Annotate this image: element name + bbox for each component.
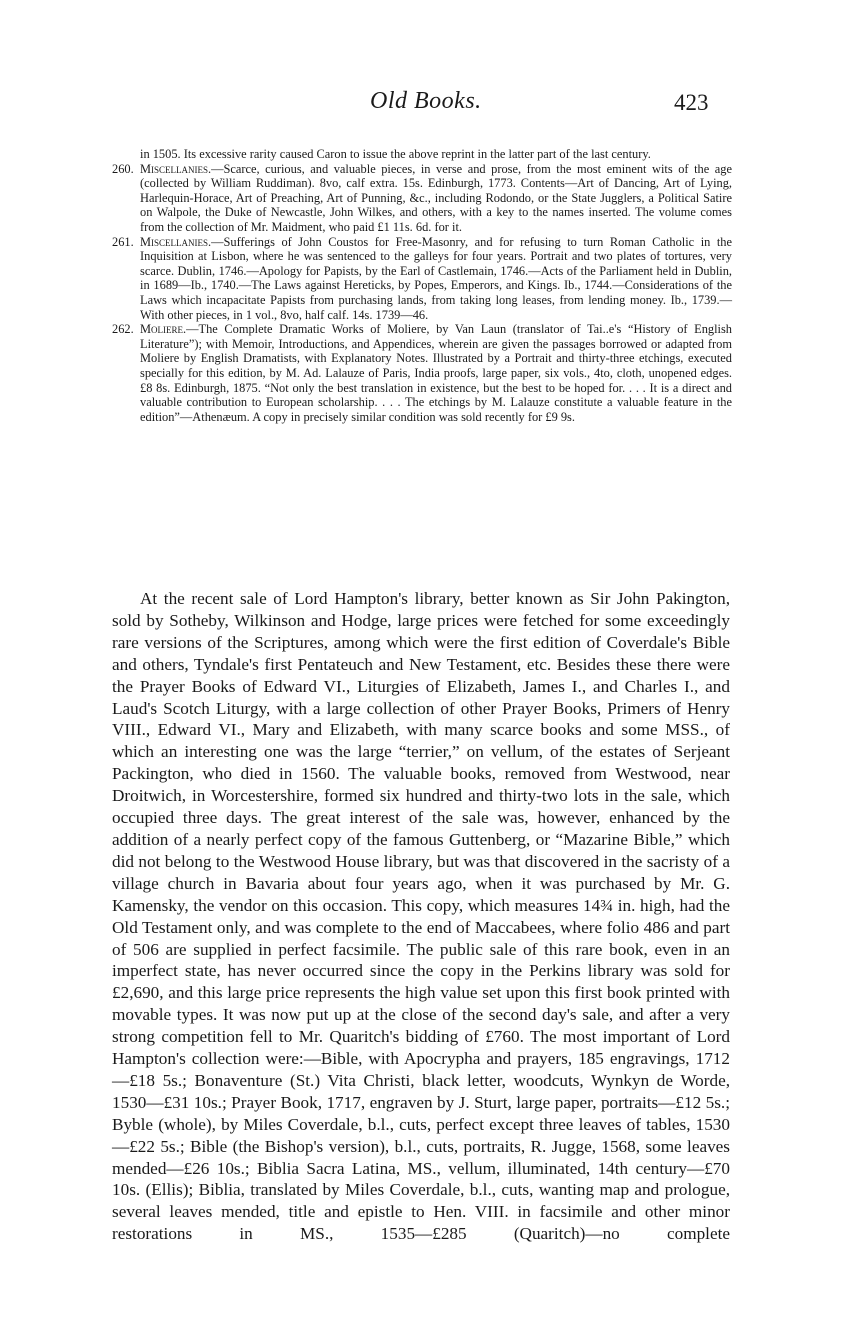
entry-number: 262. xyxy=(112,322,134,337)
entry-number: 261. xyxy=(112,234,134,249)
page-header xyxy=(0,88,843,128)
main-article xyxy=(112,588,730,1245)
entry-text: —Scarce, curious, and valuable pieces, in verse and prose, from the most eminent wits of the age (collected by William Ruddiman). 8vo, calf extra. 15s. Edinburgh, 1773. Contents—Art of Dancing, Art of Lying, Harlequin-Horace, Art of Preaching, Art of Punning, &c., including Rodondo, or the State Jugglers, a Political Satire on Walpole, the Duke of Newcastle, John Wilkes, and others, with a key to the names inserted. The volume comes from the collection of Mr. Maidment, who paid £1 11s. 6d. for it. xyxy=(140,161,732,234)
continued-entry-text: in 1505. Its excessive rarity caused Caron to issue the above reprint in the latter part of the last century. xyxy=(140,147,651,161)
entry-heading: Miscellanies. xyxy=(140,161,212,176)
catalogue-entry xyxy=(112,162,732,235)
entry-text: —Sufferings of John Coustos for Free-Masonry, and for refusing to turn Roman Catholic in the Inquisition at Lisbon, where he was sentenced to the galleys for four years. Portrait and two plates of tortures, very scarce. Dublin, 1746.—Apology for Papists, by the Earl of Castlemain, 1746.—Acts of the Parliament held in Dublin, in 1689—Ib., 1740.—The Laws against Hereticks, by Popes, Emperors, and Kings. Ib., 1744.—Considerations of the Laws which incapacitate Papists from purchasing lands, from taking long leases, from lending money. Ib., 1739.—With other pieces, in 1 vol., 8vo, half calf. 14s. 1739—46. xyxy=(140,234,732,322)
running-title: Old Books. xyxy=(370,88,482,114)
entry-number: 260. xyxy=(112,161,134,176)
entry-text: —The Complete Dramatic Works of Moliere, by Van Laun (translator of Tai..e's “History of English Literature”); with Memoir, Introductions, and Appendices, wherein are given the passages borrowed or adapted from Moliere by English Dramatists, with Explanatory Notes. Illustrated by a Portrait and thirty-three etchings, executed specially for this edition, by M. Ad. Lalauze of Paris, India proofs, large paper, six vols., 4to, cloth, unopened edges. £8 8s. Edinburgh, 1875. “Not only the best translation in existence, but the best to be hoped for. . . . It is a direct and valuable contribution to European scholarship. . . . The etchings by M. Lalauze constitute a valuable feature in the edition”—Athenæum. A copy in precisely similar condition was sold recently for £9 9s. xyxy=(140,322,732,424)
entry-heading: Miscellanies. xyxy=(140,234,212,249)
catalogue-entry xyxy=(112,235,732,323)
body-paragraph: At the recent sale of Lord Hampton's library, better known as Sir John Pakington, sold by Sotheby, Wilkinson and Hodge, large prices were fetched for some exceedingly rare versions of the Scriptures, among which were the first edition of Coverdale's Bible and others, Tyndale's first Pentateuch and New Testament, etc. Besides these there were the Prayer Books of Edward VI., Liturgies of Elizabeth, James I., and Charles I., and Laud's Scotch Liturgy, with a large collection of other Prayer Books, Primers of Henry VIII., Edward VI., Mary and Elizabeth, with many scarce books and some MSS., of which an interesting one was the large “terrier,” on vellum, of the estates of Serjeant Packington, who died in 1560. The valuable books, removed from Westwood, near Droitwich, in Worcestershire, formed six hundred and thirty-two lots in the sale, which occupied three days. The great interest of the sale was, however, enhanced by the addition of a nearly perfect copy of the famous Guttenberg, or “Mazarine Bible,” which did not belong to the Westwood House library, but was that discovered in the sacristy of a village church in Bavaria about four years ago, when it was purchased by Mr. G. Kamensky, the vendor on this occasion. This copy, which measures 14¾ in. high, had the Old Testament only, and was complete to the end of Maccabees, where folio 486 and part of 506 are supplied in perfect facsimile. The public sale of this rare book, even in an imperfect state, has never occurred since the copy in the Perkins library was sold for £2,690, and this large price represents the high value set upon this first book printed with movable types. It was now put up at the close of the second day's sale, and after a very strong competition fell to Mr. Quaritch's bidding of £760. The most important of Lord Hampton's collection were:—Bible, with Apocrypha and prayers, 185 engravings, 1712—£18 5s.; Bonaventure (St.) Vita Christi, black letter, woodcuts, Wynkyn de Worde, 1530—£31 10s.; Prayer Book, 1717, engraven by J. Sturt, large paper, portraits—£12 5s.; Byble (whole), by Miles Coverdale, b.l., cuts, perfect except three leaves of tables, 1530—£22 5s.; Bible (the Bishop's version), b.l., cuts, portraits, R. Jugge, 1568, some leaves mended—£26 10s.; Biblia Sacra Latina, MS., vellum, illuminated, 14th century—£70 10s. (Ellis); Biblia, translated by Miles Coverdale, b.l., cuts, wanting map and prologue, several leaves mended, title and epistle to Hen. VIII. in facsimile and other minor restorations in MS., 1535—£285 (Quaritch)—no complete xyxy=(112,589,730,1244)
entry-heading: Moliere. xyxy=(140,322,187,337)
page-number: 423 xyxy=(674,90,709,115)
catalogue-entries xyxy=(112,147,732,424)
catalogue-entry xyxy=(112,322,732,424)
